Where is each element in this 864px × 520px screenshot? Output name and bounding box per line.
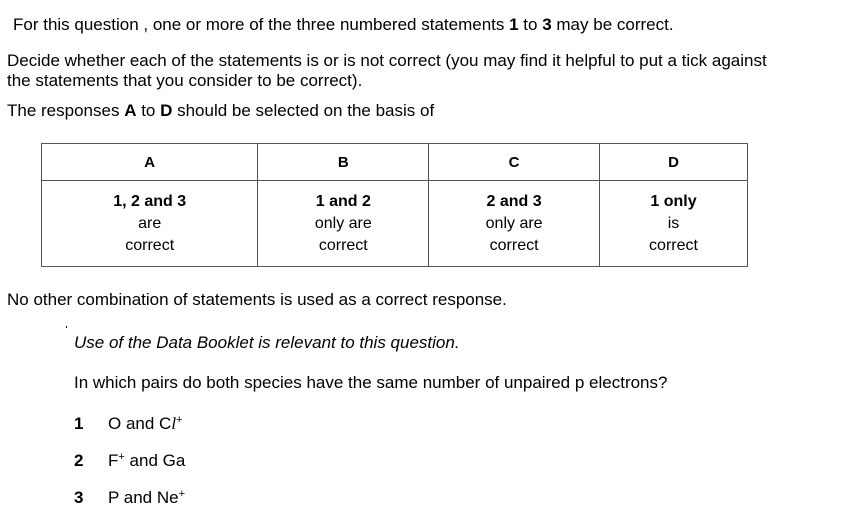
species-pair: P and Ne	[108, 488, 179, 507]
instruction-text: The responses	[7, 101, 125, 120]
statement-text	[108, 451, 185, 471]
combination-note: No other combination of statements is used as a correct response.	[7, 290, 507, 309]
instruction-line-1	[13, 15, 674, 35]
charge-superscript: +	[176, 414, 183, 426]
instruction-text: should be selected on the basis of	[172, 101, 435, 120]
chlorine-l: l	[171, 414, 177, 433]
charge-superscript: +	[118, 451, 125, 463]
option-statements: 1 and 2	[315, 193, 371, 210]
option-statements: 1 only	[650, 193, 697, 210]
statement-number: 3	[542, 15, 552, 34]
question-stem: In which pairs do both species have the same number of unpaired p electrons?	[74, 373, 668, 392]
statement-number: 2	[74, 451, 84, 470]
option-text: correct	[125, 237, 175, 254]
option-d-cell	[600, 181, 748, 267]
option-c-cell	[429, 181, 600, 267]
option-text: correct	[649, 237, 698, 254]
option-text: is	[667, 215, 680, 232]
charge-superscript: +	[178, 488, 186, 500]
statement-text	[108, 414, 182, 434]
instruction-line-2: Decide whether each of the statements is or is not correct (you may find it helpful to put a tick against	[7, 51, 767, 70]
option-text: only are	[314, 215, 372, 232]
species-pair: F	[108, 451, 119, 470]
data-booklet-note: Use of the Data Booklet is relevant to this question.	[74, 333, 460, 352]
species-pair: and Ga	[124, 451, 186, 470]
response-letter: D	[160, 101, 173, 120]
stray-mark	[66, 326, 67, 328]
instruction-text: to	[518, 15, 543, 34]
option-text: only are	[485, 215, 543, 232]
instruction-text: to	[136, 101, 161, 120]
option-statements: 2 and 3	[486, 193, 542, 210]
species-pair: O and C	[108, 414, 172, 433]
option-a-cell	[42, 181, 258, 267]
option-text: are	[138, 215, 162, 232]
header-a: A	[42, 144, 258, 181]
instruction-text: For this question , one or more of the three numbered statements	[13, 15, 510, 34]
statement-number: 3	[74, 488, 84, 507]
instruction-line-4	[7, 101, 434, 121]
option-statements: 1, 2 and 3	[113, 193, 187, 210]
response-letter: A	[124, 101, 137, 120]
option-text: correct	[489, 237, 539, 254]
option-b-cell	[258, 181, 429, 267]
statement-number: 1	[74, 414, 84, 433]
header-c: C	[429, 144, 600, 181]
statement-text	[108, 488, 185, 508]
header-b: B	[258, 144, 429, 181]
instruction-text: may be correct.	[551, 15, 674, 34]
instruction-line-3: the statements that you consider to be correct).	[7, 71, 363, 90]
option-text: correct	[318, 237, 368, 254]
statement-number: 1	[509, 15, 519, 34]
response-key-table	[41, 143, 748, 267]
header-d: D	[600, 144, 748, 181]
